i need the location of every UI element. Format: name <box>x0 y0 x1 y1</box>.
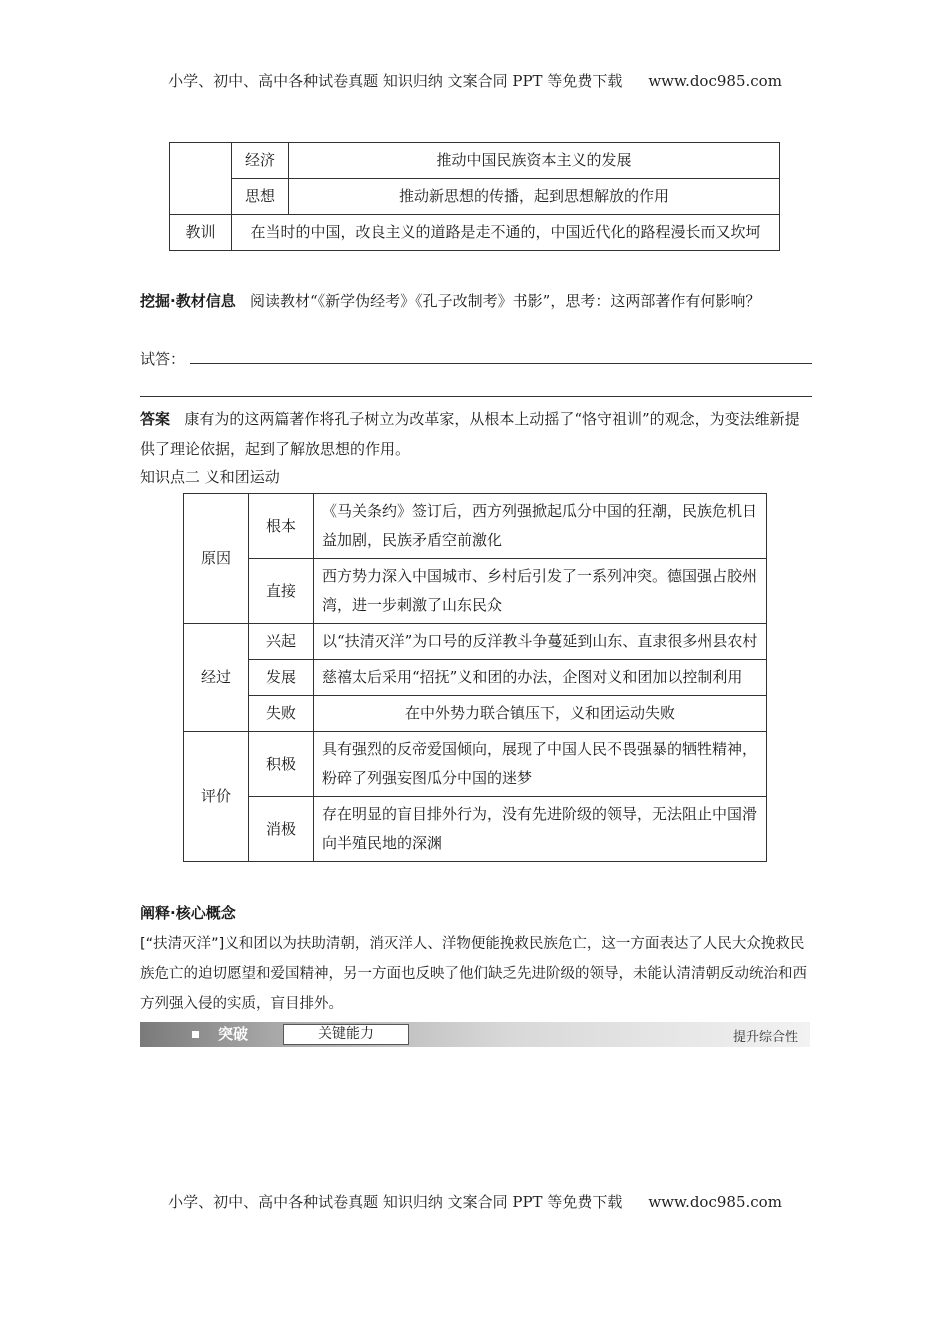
try-answer-label: 试答： <box>140 350 186 368</box>
row-label: 直接 <box>249 559 314 624</box>
row-content: 推动新思想的传播，起到思想解放的作用 <box>289 179 780 215</box>
section-banner <box>140 1022 810 1047</box>
answer-line <box>140 396 812 397</box>
page-footer <box>0 1191 950 1212</box>
answer-text: 康有为的这两篇著作将孔子树立为改革家，从根本上动摇了“恪守祖训”的观念，为变法维新提供了理论依据，起到了解放思想的作用。 <box>140 410 800 458</box>
group-name: 经过 <box>184 624 249 732</box>
empty-cell <box>170 143 232 215</box>
square-icon <box>192 1031 199 1038</box>
answer-line <box>190 363 812 364</box>
row-content: 在中外势力联合镇压下，义和团运动失败 <box>314 696 767 732</box>
banner-box: 关键能力 <box>283 1024 409 1045</box>
answer-label: 答案 <box>140 410 171 428</box>
explore-paragraph <box>140 286 812 316</box>
row-content: 存在明显的盲目排外行为，没有先进阶级的领导，无法阻止中国滑向半殖民地的深渊 <box>314 797 767 862</box>
lesson-content: 在当时的中国，改良主义的道路是走不通的，中国近代化的路程漫长而又坎坷 <box>232 215 780 251</box>
core-title-text: 阐释·核心概念 <box>140 904 236 922</box>
page-header <box>0 70 950 91</box>
row-content: 推动中国民族资本主义的发展 <box>289 143 780 179</box>
banner-right: 提升综合性 <box>732 1030 798 1045</box>
lesson-label: 教训 <box>170 215 232 251</box>
row-label: 兴起 <box>249 624 314 660</box>
group-name: 原因 <box>184 494 249 624</box>
header-site: www.doc985.com <box>648 72 782 90</box>
section-title: 知识点二 义和团运动 <box>140 468 280 486</box>
row-content: 《马关条约》签订后，西方列强掀起瓜分中国的狂潮，民族危机日益加剧，民族矛盾空前激化 <box>314 494 767 559</box>
row-content: 以“扶清灭洋”为口号的反洋教斗争蔓延到山东、直隶很多州县农村 <box>314 624 767 660</box>
answer-paragraph <box>140 404 812 464</box>
core-title <box>140 898 812 928</box>
footer-text: 小学、初中、高中各种试卷真题 知识归纳 文案合同 PPT 等免费下载 <box>168 1193 623 1211</box>
row-content: 慈禧太后采用“招抚”义和团的办法，企图对义和团加以控制利用 <box>314 660 767 696</box>
footer-site: www.doc985.com <box>648 1193 782 1211</box>
row-label: 消极 <box>249 797 314 862</box>
explore-title: 挖掘·教材信息 <box>140 292 236 310</box>
row-label: 经济 <box>232 143 289 179</box>
row-label: 思想 <box>232 179 289 215</box>
row-label: 积极 <box>249 732 314 797</box>
banner-label: 突破 <box>218 1025 249 1043</box>
core-text: [“扶清灭洋”]义和团以为扶助清朝，消灭洋人、洋物便能挽救民族危亡，这一方面表达了人民大众挽救民族危亡的迫切愿望和爱国精神，另一方面也反映了他们缺乏先进阶级的领导，未能认清清朝反动统治和西方列强入侵的实质，盲目排外。 <box>140 936 807 1012</box>
group-name: 评价 <box>184 732 249 862</box>
row-label: 发展 <box>249 660 314 696</box>
row-label: 根本 <box>249 494 314 559</box>
banner-dark-block <box>140 1022 282 1047</box>
boxer-movement-table <box>183 493 767 862</box>
row-content: 西方势力深入中国城市、乡村后引发了一系列冲突。德国强占胶州湾，进一步刺激了山东民众 <box>314 559 767 624</box>
header-text: 小学、初中、高中各种试卷真题 知识归纳 文案合同 PPT 等免费下载 <box>168 72 623 90</box>
reform-impact-table <box>169 142 780 251</box>
row-label: 失败 <box>249 696 314 732</box>
explore-text: 阅读教材“《新学伪经考》《孔子改制考》书影”，思考：这两部著作有何影响？ <box>250 292 761 310</box>
row-content: 具有强烈的反帝爱国倾向，展现了中国人民不畏强暴的牺牲精神，粉碎了列强妄图瓜分中国的迷梦 <box>314 732 767 797</box>
